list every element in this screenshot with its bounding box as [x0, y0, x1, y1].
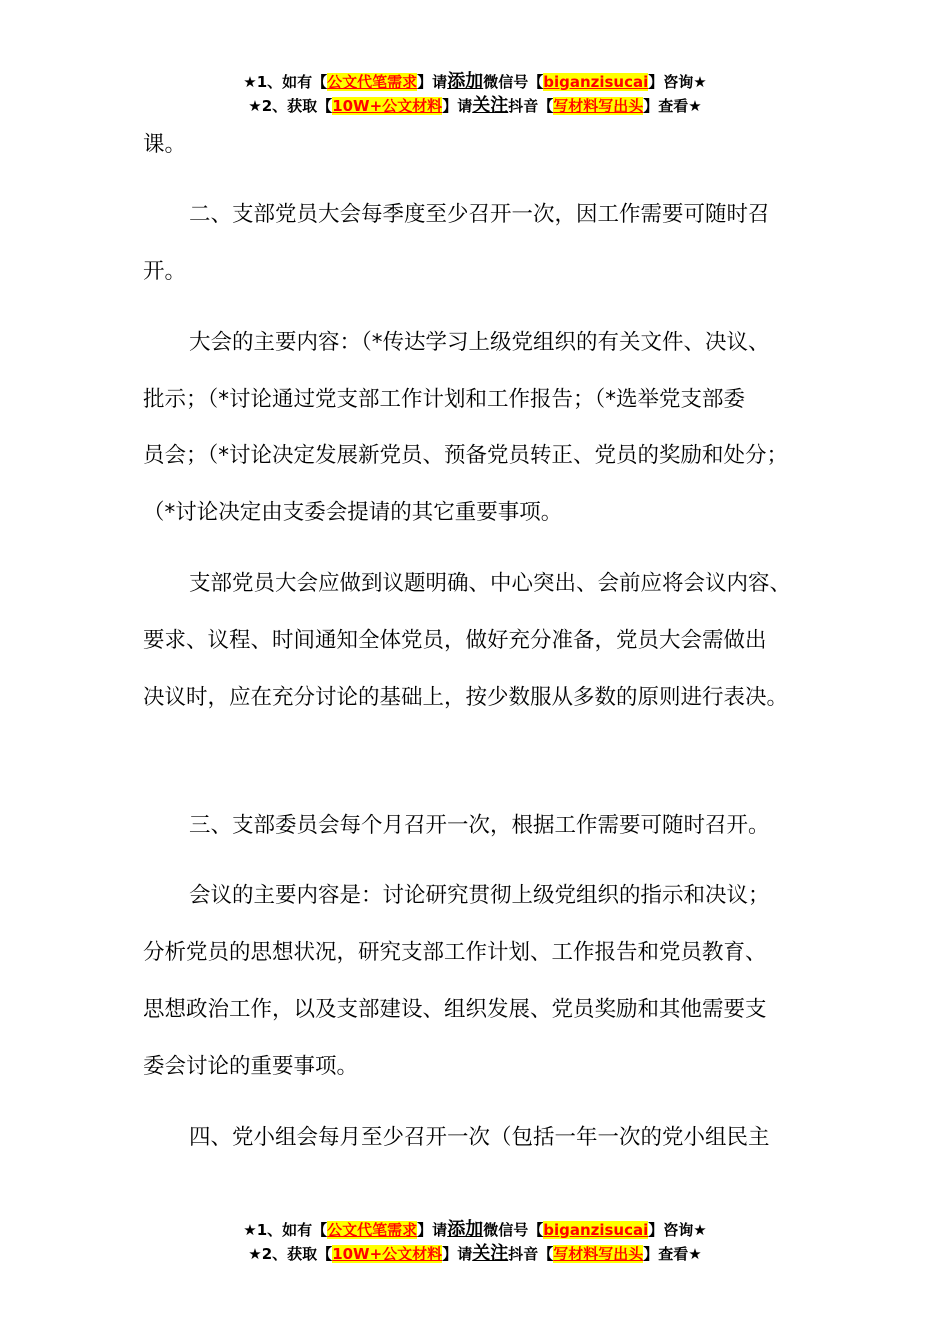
- banner-text: 微信号【: [483, 73, 544, 91]
- paragraph-line: 二、支部党员大会每季度至少召开一次，因工作需要可随时召: [189, 202, 770, 227]
- emphasis-add: 添加: [447, 1219, 484, 1240]
- banner-line-2: [0, 1242, 950, 1266]
- footer-banner: [0, 1218, 950, 1266]
- paragraph-line: 大会的主要内容：（*传达学习上级党组织的有关文件、决议、: [189, 330, 770, 355]
- emphasis-follow: 关注: [472, 95, 509, 116]
- highlight-service: 公文代笔需求: [327, 1221, 418, 1239]
- banner-text: 】请: [442, 1245, 473, 1263]
- banner-text: 】请: [417, 1221, 448, 1239]
- star-icon: ★: [693, 73, 707, 91]
- paragraph-line: 要求、议程、时间通知全体党员，做好充分准备，党员大会需做出: [143, 628, 767, 653]
- banner-text: 】查看: [643, 1245, 689, 1263]
- banner-text: 抖音【: [508, 1245, 554, 1263]
- banner-text: 】请: [417, 73, 448, 91]
- paragraph-line: 会议的主要内容是：讨论研究贯彻上级党组织的指示和决议；: [189, 883, 770, 908]
- highlight-materials: 10W+公文材料: [332, 1245, 443, 1263]
- banner-text: 微信号【: [483, 1221, 544, 1239]
- paragraph-line: 三、支部委员会每个月召开一次，根据工作需要可随时召开。: [189, 813, 770, 838]
- banner-line-2: [0, 94, 950, 118]
- highlight-wechat-id: biganzisucai: [543, 1221, 649, 1239]
- banner-text: 抖音【: [508, 97, 554, 115]
- star-icon: ★: [243, 73, 257, 91]
- banner-text: 】咨询: [648, 1221, 694, 1239]
- paragraph-line: 分析党员的思想状况，研究支部工作计划、工作报告和党员教育、: [143, 940, 767, 965]
- star-icon: ★: [688, 1245, 702, 1263]
- paragraph-line: 员会；（*讨论决定发展新党员、预备党员转正、党员的奖励和处分；: [143, 443, 789, 468]
- banner-line-1: [0, 1218, 950, 1242]
- banner-text: 】咨询: [648, 73, 694, 91]
- emphasis-add: 添加: [447, 71, 484, 92]
- paragraph-line: 开。: [143, 259, 187, 284]
- star-icon: ★: [243, 1221, 257, 1239]
- highlight-douyin: 写材料写出头: [553, 97, 644, 115]
- header-banner: [0, 70, 950, 118]
- banner-text: 2、获取【: [261, 1245, 333, 1263]
- emphasis-follow: 关注: [472, 1243, 509, 1264]
- banner-text: 2、获取【: [261, 97, 333, 115]
- banner-text: 】请: [442, 97, 473, 115]
- highlight-wechat-id: biganzisucai: [543, 73, 649, 91]
- paragraph-line: 支部党员大会应做到议题明确、中心突出、会前应将会议内容、: [189, 571, 792, 596]
- banner-text: 1、如有【: [256, 1221, 328, 1239]
- paragraph-line: 思想政治工作，以及支部建设、组织发展、党员奖励和其他需要支: [143, 997, 767, 1022]
- highlight-materials: 10W+公文材料: [332, 97, 443, 115]
- paragraph-line: 四、党小组会每月至少召开一次（包括一年一次的党小组民主: [189, 1125, 770, 1150]
- banner-text: 】查看: [643, 97, 689, 115]
- banner-text: 1、如有【: [256, 73, 328, 91]
- paragraph-line: （*讨论决定由支委会提请的其它重要事项。: [143, 500, 563, 525]
- star-icon: ★: [688, 97, 702, 115]
- highlight-douyin: 写材料写出头: [553, 1245, 644, 1263]
- banner-line-1: [0, 70, 950, 94]
- highlight-service: 公文代笔需求: [327, 73, 418, 91]
- star-icon: ★: [248, 1245, 262, 1263]
- star-icon: ★: [693, 1221, 707, 1239]
- paragraph-line: 决议时，应在充分讨论的基础上，按少数服从多数的原则进行表决。: [143, 685, 789, 710]
- paragraph-line: 课。: [143, 132, 187, 157]
- paragraph-line: 委会讨论的重要事项。: [143, 1054, 359, 1079]
- paragraph-line: 批示；（*讨论通过党支部工作计划和工作报告；（*选举党支部委: [143, 387, 746, 412]
- star-icon: ★: [248, 97, 262, 115]
